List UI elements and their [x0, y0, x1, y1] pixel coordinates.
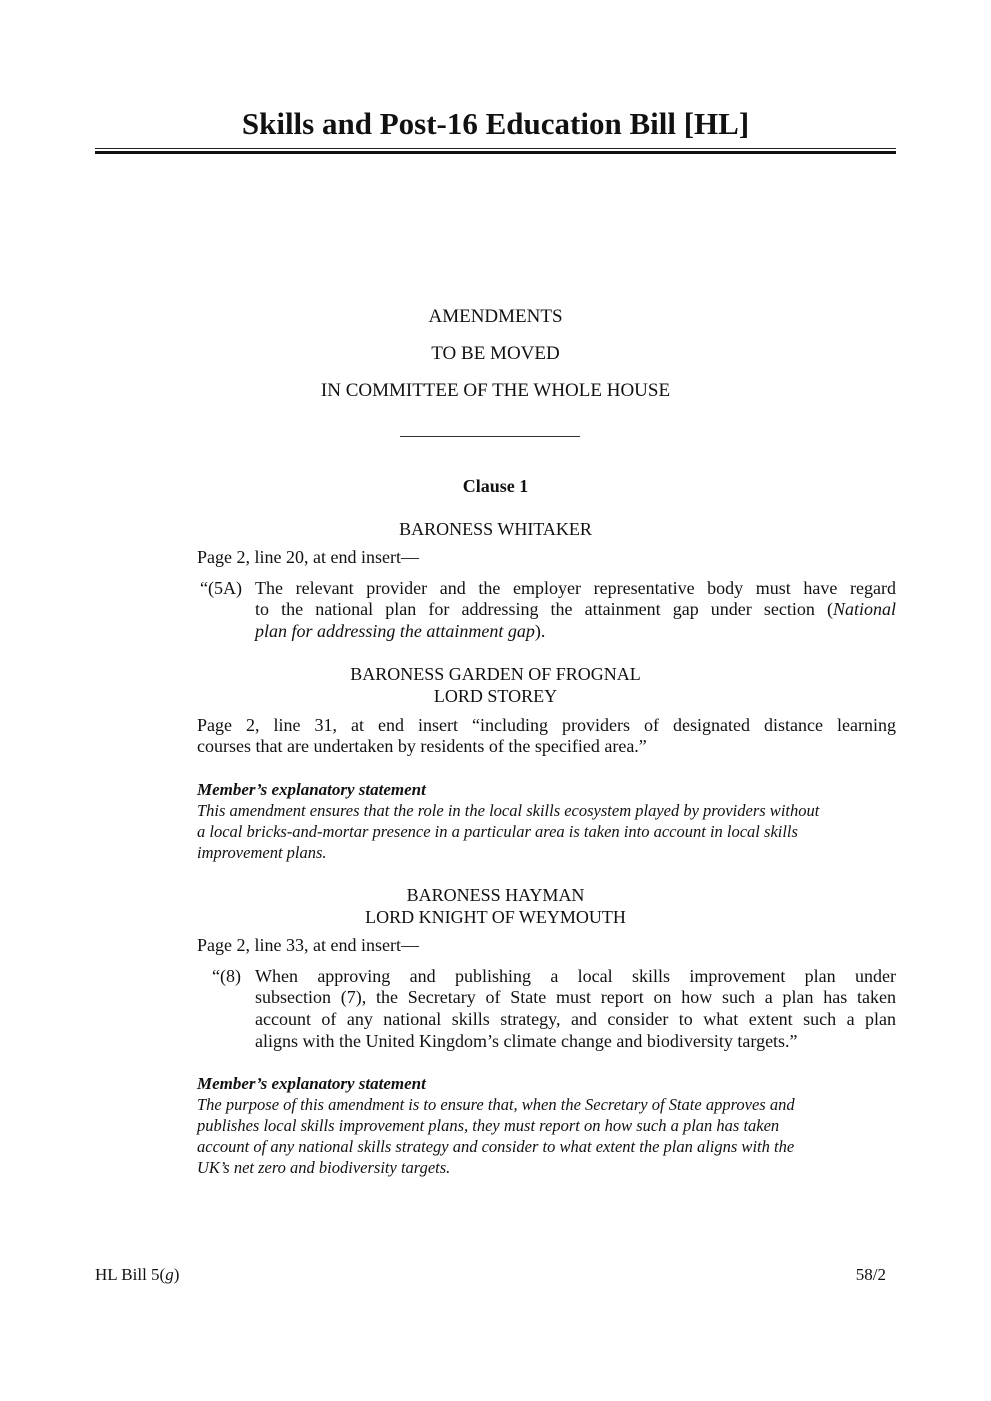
- explanatory-statement-line: The purpose of this amendment is to ensure that, when the Secretary of State approves and: [197, 1095, 795, 1114]
- amendment-text-line: Page 2, line 31, at end insert “including providers of designated distance learning: [197, 715, 896, 735]
- amendment-text-line: [255, 598, 896, 620]
- subsection-label: “(8): [212, 966, 241, 986]
- explanatory-statement-line: account of any national skills strategy and consider to what extent the plan aligns with the: [197, 1137, 795, 1156]
- heading-to-be-moved: TO BE MOVED: [431, 343, 560, 364]
- subsection-label: “(5A): [200, 578, 242, 598]
- explanatory-statement-heading: Member’s explanatory statement: [197, 780, 426, 799]
- document-title: Skills and Post-16 Education Bill [HL]: [241, 106, 750, 141]
- amendment-instruction: Page 2, line 20, at end insert—: [197, 547, 419, 567]
- amendment-text-line: courses that are undertaken by residents of the specified area.”: [197, 736, 647, 756]
- page-reference: 58/2: [855, 1265, 886, 1284]
- bill-number: [95, 1264, 179, 1286]
- amendment-text-line: account of any national skills strategy, and consider to what extent such a plan: [255, 1009, 896, 1029]
- bill-number-letter: g: [165, 1265, 174, 1284]
- heading-committee: IN COMMITTEE OF THE WHOLE HOUSE: [320, 380, 671, 401]
- italic-reference: plan for addressing the attainment gap: [255, 621, 535, 641]
- explanatory-statement-line: improvement plans.: [197, 843, 327, 862]
- title-rule-thin: [95, 148, 896, 149]
- heading-amendments: AMENDMENTS: [428, 306, 563, 327]
- amendment-text-line: aligns with the United Kingdom’s climate change and biodiversity targets.”: [255, 1031, 798, 1051]
- text-segment: to the national plan for addressing the attainment gap under section (: [255, 599, 833, 619]
- bill-number-prefix: HL Bill 5(: [95, 1265, 166, 1284]
- explanatory-statement-line: UK’s net zero and biodiversity targets.: [197, 1158, 451, 1177]
- member-name: BARONESS WHITAKER: [399, 519, 592, 539]
- member-name: LORD STOREY: [433, 686, 558, 706]
- amendment-text-line: When approving and publishing a local skills improvement plan under: [255, 966, 896, 986]
- explanatory-statement-line: a local bricks-and-mortar presence in a particular area is taken into account in local skills: [197, 822, 798, 841]
- amendment-text-line: [255, 620, 545, 642]
- text-segment: ).: [534, 621, 546, 641]
- bill-number-suffix: ): [173, 1265, 180, 1284]
- section-divider: [400, 436, 580, 437]
- member-name: LORD KNIGHT OF WEYMOUTH: [365, 907, 626, 927]
- amendment-text-line: The relevant provider and the employer representative body must have regard: [255, 578, 896, 598]
- explanatory-statement-line: publishes local skills improvement plans, they must report on how such a plan has taken: [197, 1116, 780, 1135]
- explanatory-statement-heading: Member’s explanatory statement: [197, 1074, 426, 1093]
- title-rule-thick: [95, 151, 896, 154]
- clause-heading: Clause 1: [462, 476, 529, 496]
- amendment-instruction: Page 2, line 33, at end insert—: [197, 935, 419, 955]
- explanatory-statement-line: This amendment ensures that the role in the local skills ecosystem played by providers without: [197, 801, 820, 820]
- amendment-text-line: subsection (7), the Secretary of State must report on how such a plan has taken: [255, 987, 896, 1007]
- italic-reference: National: [832, 599, 896, 619]
- member-name: BARONESS GARDEN OF FROGNAL: [350, 664, 641, 684]
- member-name: BARONESS HAYMAN: [406, 885, 585, 905]
